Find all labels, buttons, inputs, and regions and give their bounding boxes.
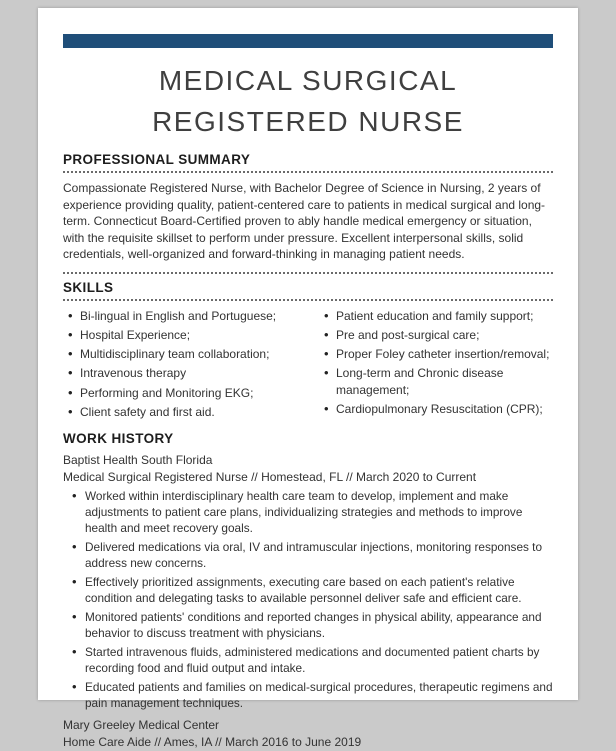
- job-title-line: Home Care Aide // Ames, IA // March 2016 to June 2019: [63, 734, 362, 749]
- skill-item: • Pre and post-surgical care;: [319, 327, 553, 343]
- skills-list-left: [63, 308, 297, 420]
- skill-item: • Intravenous therapy: [63, 365, 297, 381]
- skill-item: • Hospital Experience;: [63, 327, 297, 343]
- section-divider: [63, 272, 553, 274]
- job-entry: [63, 717, 553, 751]
- skills-heading: SKILLS: [63, 280, 553, 301]
- job-employer: Mary Greeley Medical Center: [63, 718, 220, 733]
- skill-item: • Cardiopulmonary Resuscitation (CPR);: [319, 401, 553, 417]
- skills-list-right: [319, 308, 553, 417]
- job-entry: [63, 452, 553, 711]
- skills-column-right: [319, 308, 553, 423]
- job-bullet: • Started intravenous fluids, administered medications and documented patient charts by recording food and fluid output and intake.: [63, 644, 553, 676]
- section-work-history: [63, 431, 553, 751]
- skill-item: • Proper Foley catheter insertion/removal;: [319, 346, 553, 362]
- job-bullet: • Worked within interdisciplinary health care team to develop, implement and make adjustments to patient care plans, individualizing strategies and methods to improve health and meet recovery goals.: [63, 488, 553, 536]
- skill-item: • Performing and Monitoring EKG;: [63, 385, 297, 401]
- skill-item: • Long-term and Chronic disease management;: [319, 365, 553, 397]
- skill-item: • Patient education and family support;: [319, 308, 553, 324]
- section-professional-summary: [63, 152, 553, 274]
- skill-item: • Bi-lingual in English and Portuguese;: [63, 308, 297, 324]
- job-bullet: • Monitored patients' conditions and reported changes in physical ability, appearance and behavior to discuss treatment with physicians.: [63, 609, 553, 641]
- job-bullet: • Effectively prioritized assignments, executing care based on each patient's relative condition and delegating tasks to available personnel deliver safe and efficient care.: [63, 574, 553, 606]
- job-bullet-list: [63, 488, 553, 711]
- job-title-line: Medical Surgical Registered Nurse // Homestead, FL // March 2020 to Current: [63, 469, 477, 484]
- professional-summary-text: Compassionate Registered Nurse, with Bachelor Degree of Science in Nursing, 2 years of experience providing quality, patient-centered care to patients in medical surgical and long-term. Connecticut Board-Certified proven to ably handle medical emergency or situation, with the requisite skillset to perform under pressure. Excellent interpersonal skills, solid credentials, well-organized and forward-thinking in managing patient needs.: [63, 181, 546, 262]
- skill-item: • Multidisciplinary team collaboration;: [63, 346, 297, 362]
- title-line-2: REGISTERED NURSE: [152, 105, 464, 137]
- work-history-heading: WORK HISTORY: [63, 431, 174, 447]
- professional-summary-heading: PROFESSIONAL SUMMARY: [63, 152, 553, 173]
- resume-page: [38, 8, 578, 749]
- resume-title: [63, 61, 553, 142]
- skills-column-left: [63, 308, 297, 423]
- skills-columns: [63, 308, 553, 423]
- job-bullet: • Delivered medications via oral, IV and intramuscular injections, monitoring responses to address new concerns.: [63, 539, 553, 571]
- job-employer: Baptist Health South Florida: [63, 453, 213, 468]
- accent-bar: [63, 34, 553, 48]
- job-bullet: • Educated patients and families on medical-surgical procedures, therapeutic regimens and pain management techniques.: [63, 679, 553, 711]
- title-line-1: MEDICAL SURGICAL: [158, 65, 458, 96]
- skill-item: • Client safety and first aid.: [63, 404, 297, 420]
- section-skills: [63, 280, 553, 423]
